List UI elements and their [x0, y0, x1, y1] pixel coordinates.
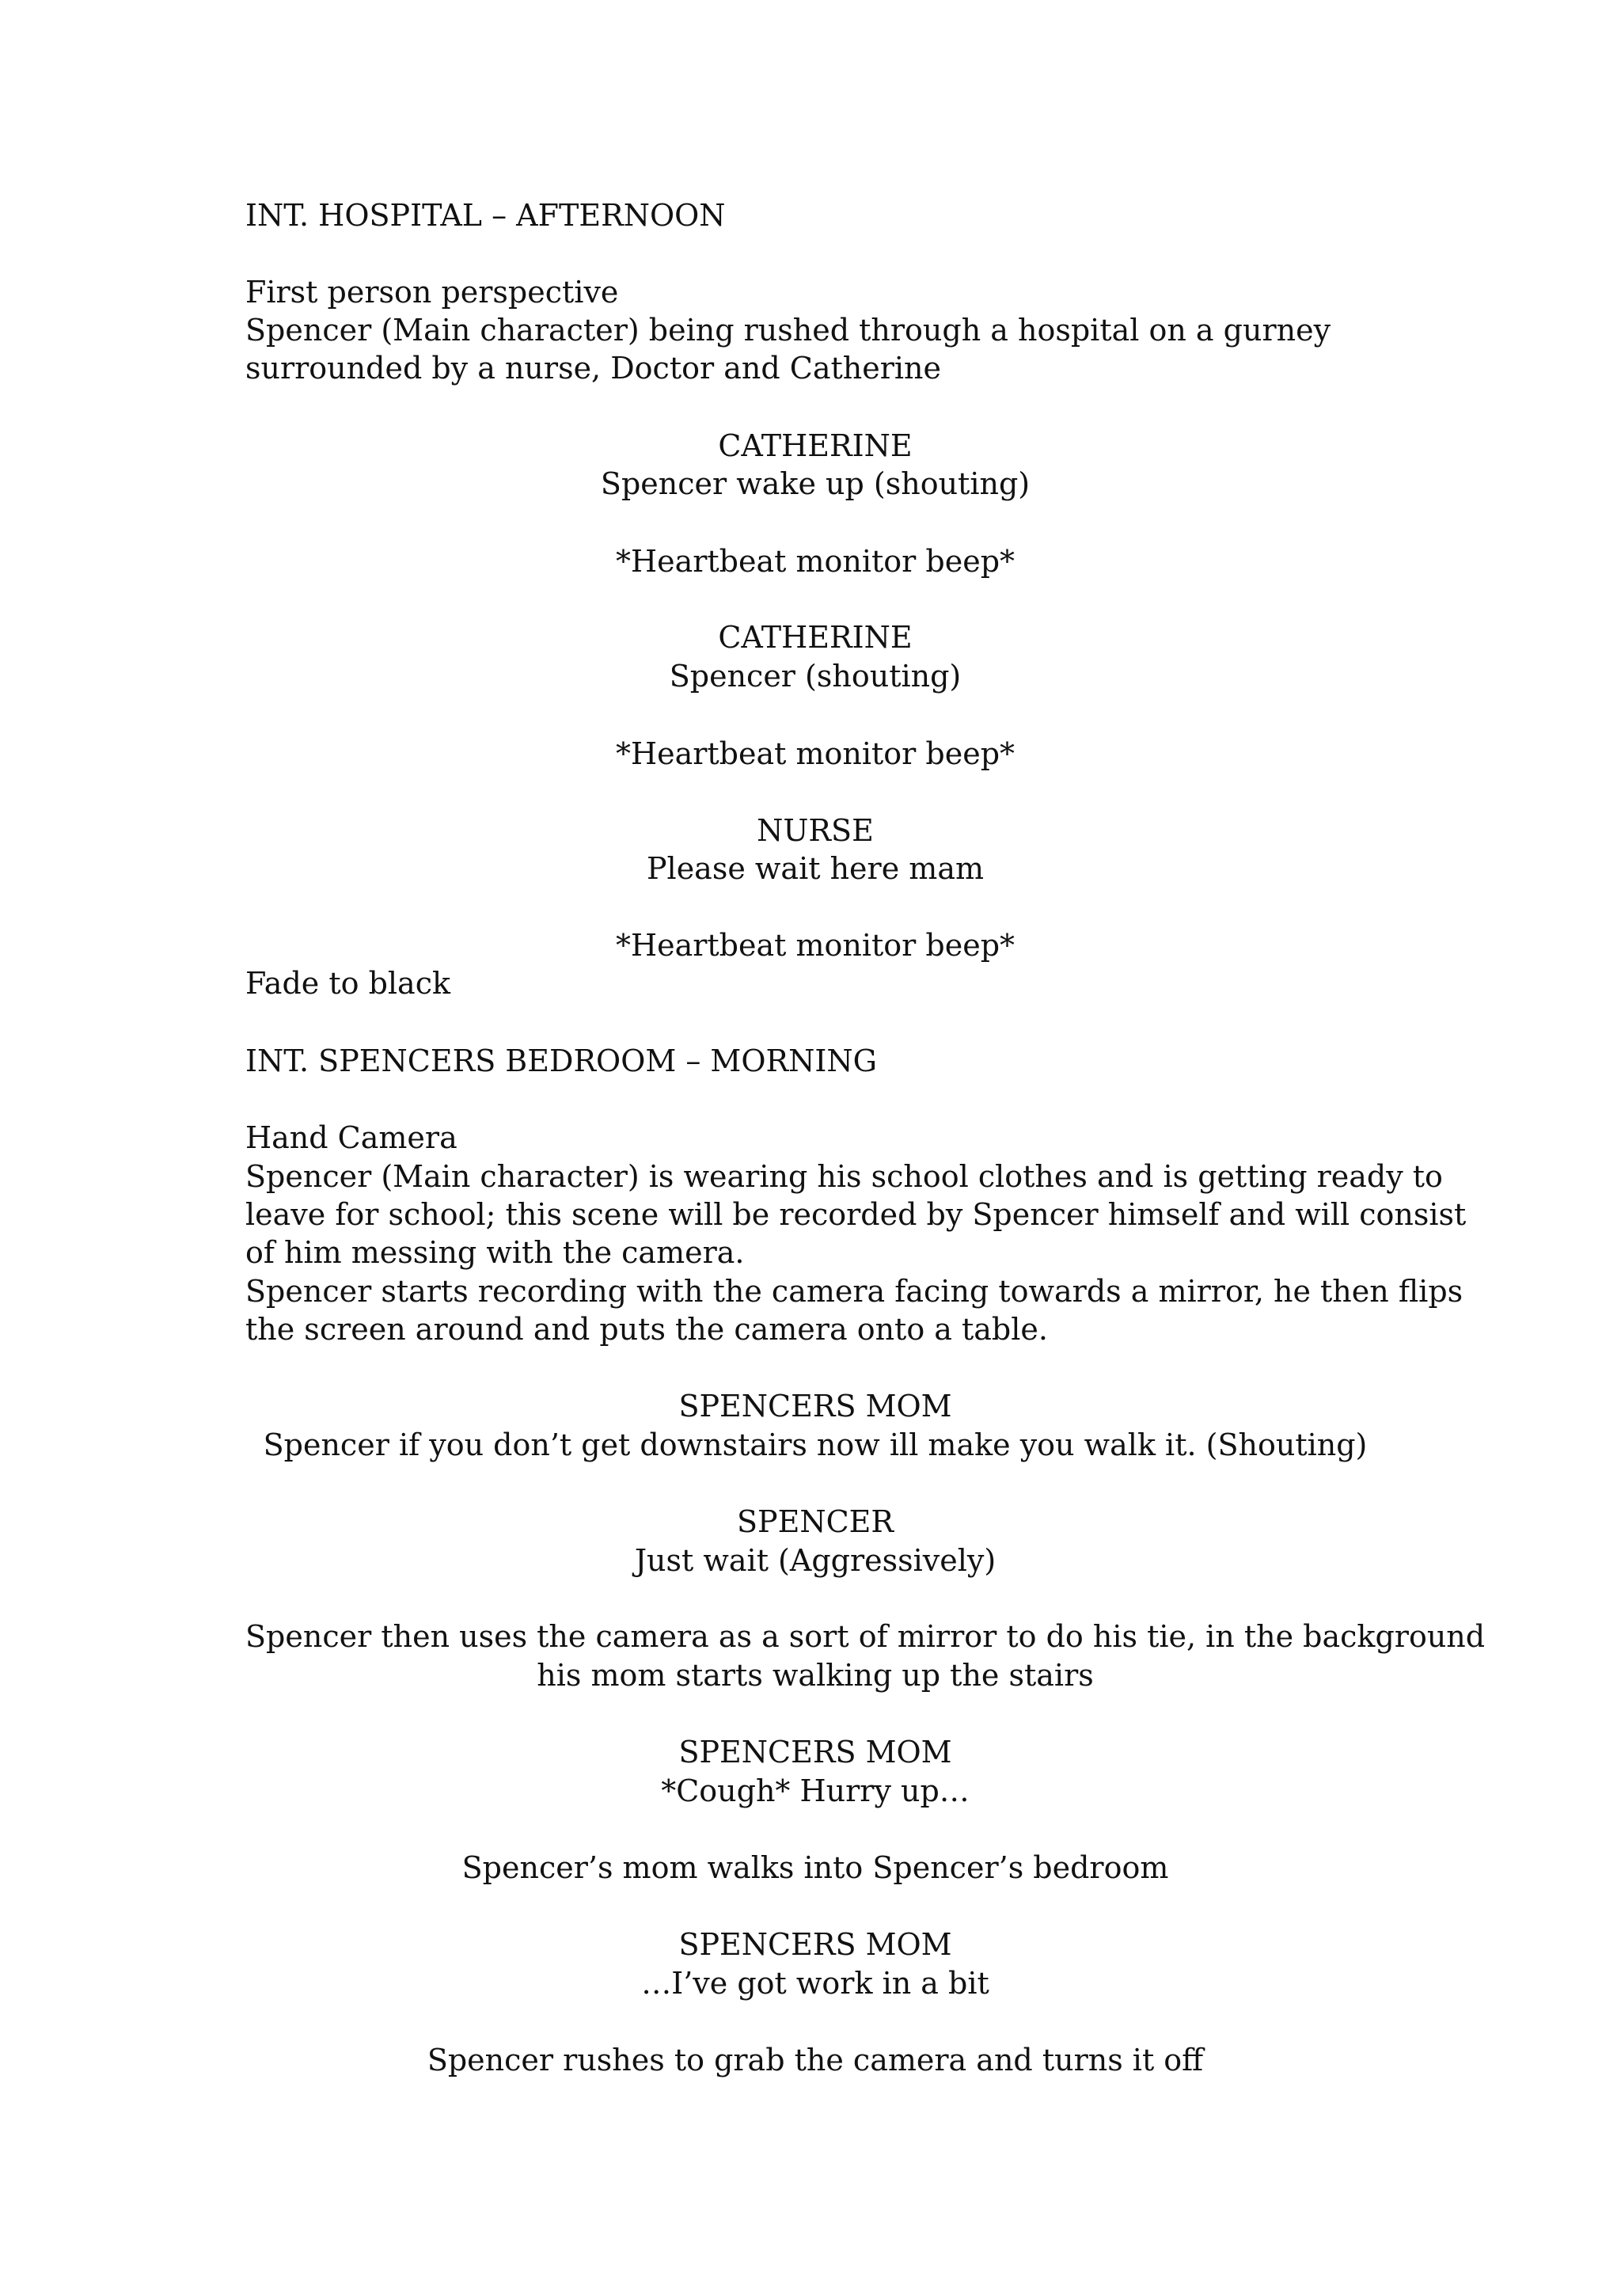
- character-name: CATHERINE: [718, 428, 913, 463]
- transition: Fade to black: [245, 966, 451, 1001]
- sound-effect: *Heartbeat monitor beep*: [615, 544, 1015, 579]
- dialogue-line: Spencer if you don’t get downstairs now ill make you walk it. (Shouting): [263, 1427, 1368, 1462]
- dialogue-line: Just wait (Aggressively): [634, 1543, 997, 1578]
- sound-effect: *Heartbeat monitor beep*: [615, 736, 1015, 771]
- scene-heading: INT. SPENCERS BEDROOM – MORNING: [245, 1043, 877, 1078]
- action-line: Spencer’s mom walks into Spencer’s bedroom: [461, 1850, 1169, 1885]
- action-line: Spencer starts recording with the camera facing towards a mirror, he then flips: [245, 1274, 1463, 1309]
- dialogue-line: Please wait here mam: [646, 851, 985, 886]
- action-line: First person perspective: [245, 275, 619, 310]
- character-name: NURSE: [757, 813, 874, 848]
- sound-effect: *Heartbeat monitor beep*: [615, 928, 1015, 963]
- action-line: the screen around and puts the camera onto a table.: [245, 1312, 1048, 1347]
- action-line: Spencer then uses the camera as a sort of mirror to do his tie, in the background: [245, 1619, 1486, 1654]
- action-line: his mom starts walking up the stairs: [537, 1658, 1094, 1693]
- character-name: SPENCERS MOM: [678, 1927, 952, 1962]
- action-line: surrounded by a nurse, Doctor and Catherine: [245, 351, 942, 386]
- character-name: SPENCERS MOM: [678, 1389, 952, 1424]
- character-name: SPENCER: [736, 1504, 894, 1539]
- action-line: Spencer (Main character) is wearing his school clothes and is getting ready to: [245, 1159, 1443, 1194]
- action-line: leave for school; this scene will be recorded by Spencer himself and will consist: [245, 1197, 1467, 1232]
- dialogue-line: Spencer (shouting): [669, 659, 962, 694]
- action-line: of him messing with the camera.: [245, 1235, 745, 1270]
- dialogue-line: *Cough* Hurry up…: [661, 1773, 970, 1808]
- action-line: Spencer (Main character) being rushed through a hospital on a gurney: [245, 313, 1331, 348]
- scene-heading: INT. HOSPITAL – AFTERNOON: [245, 198, 726, 233]
- dialogue-line: …I’ve got work in a bit: [641, 1966, 989, 2001]
- dialogue-line: Spencer wake up (shouting): [600, 466, 1031, 501]
- action-line: Spencer rushes to grab the camera and turns it off: [427, 2043, 1204, 2077]
- character-name: SPENCERS MOM: [678, 1735, 952, 1770]
- character-name: CATHERINE: [718, 620, 913, 655]
- action-line: Hand Camera: [245, 1120, 457, 1155]
